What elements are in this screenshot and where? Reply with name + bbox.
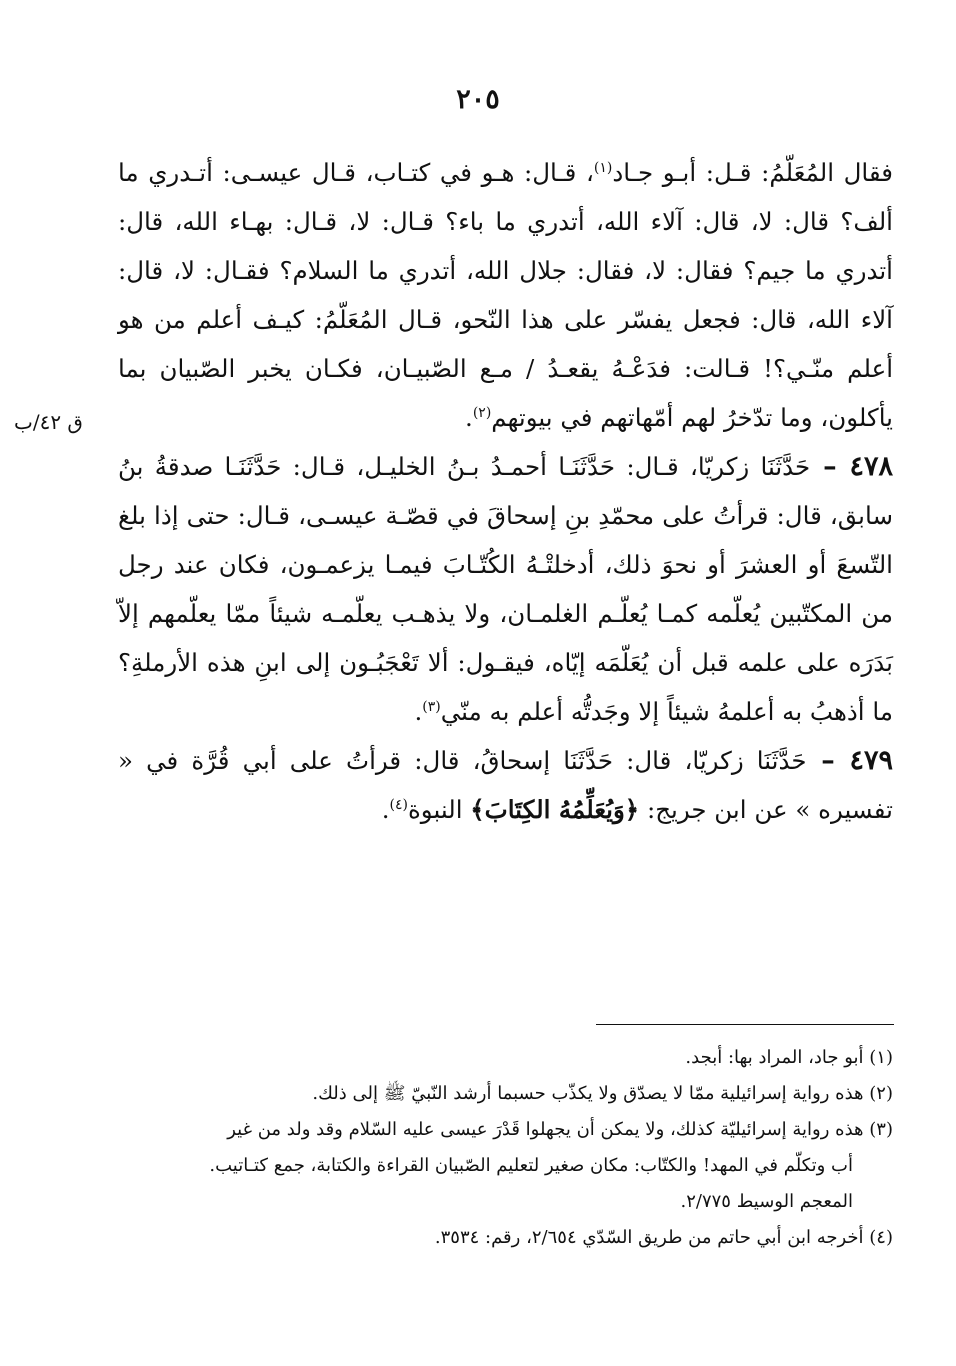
footnote-ref: (١)	[593, 159, 613, 176]
hadith-number: ٤٧٩	[849, 745, 893, 776]
hadith-479	[118, 736, 893, 834]
footnote-3: (٣) هذه رواية إسرائيليّة كذلك، ولا يمكن أن يجهلوا قَدْرَ عيسى عليه السّلام وقد ولد من غير	[227, 1119, 893, 1140]
paragraph-text: ، قـال: هـو في كتـاب، قـال عيسـى: أتـدري ما ألف؟ قال: لا، قال: آلاء الله، أتدري ما باء؟ قـال: لا، قـال: بهـاء الله، قال: أتدري ما جيم؟ فقال: لا، فقال: جلال الله، أتدري ما السلام؟ فقـال: لا، قال: آلاء الله، قال: فجعل يفسّر على هذا النّحو، قـال المُعَلّمُ: كيـف أعلم من هو أعلم منّـي؟! قـالت: فدَعْـهُ يقعـدُ / مـع الصّبيـان، فكـان يخبر الصّبيان بما يأكلون، وما تدّخرُ لهم أمّهاتهم في بيوتهم	[118, 158, 893, 432]
hadith-478	[118, 442, 893, 736]
paragraph-end: .	[381, 795, 390, 824]
hadith-text: النبوة	[407, 795, 471, 824]
page-number: ٢٠٥	[456, 84, 500, 115]
footnote-ref: (٢)	[472, 404, 492, 421]
footnote-separator	[596, 1024, 894, 1025]
hadith-number: ٤٧٨	[849, 451, 893, 482]
footnote-ref: (٤)	[389, 796, 408, 813]
paragraph-text: فقال المُعَلّمُ: قـل: أبـو جـاد	[612, 158, 893, 187]
footnote-3-continuation: المعجم الوسيط ٢/٧٧٥.	[680, 1191, 853, 1212]
main-text	[118, 148, 893, 834]
footnote-4: (٤) أخرجه ابن أبي حاتم من طريق السّدّي ٢/٦٥٤، رقم: ٣٥٣٤.	[434, 1227, 893, 1248]
footnote-2: (٢) هذه رواية إسرائيلية ممّا لا يصدّق ولا يكذّب حسبما أرشد النّبيّ ﷺ إلى ذلك.	[312, 1083, 893, 1104]
paragraph-continuation	[118, 148, 893, 442]
paragraph-end: .	[414, 697, 423, 726]
paragraph-end: .	[465, 403, 473, 432]
hadith-dash: –	[810, 451, 850, 482]
manuscript-folio-marker: ق ٤٢/ب	[14, 410, 83, 434]
quran-verse: ﴿وَيُعَلِّمُهُ الكِتَابَ﴾	[470, 795, 640, 824]
footnote-ref: (٣)	[422, 698, 441, 715]
hadith-text: حَدَّثَنَا زكريّا، قـال: حَدَّثَنَـا أحمـدُ بـنُ الخليـل، قـال: حَدَّثَنَـا صدقةُ بنُ سابق، قال: قرأتُ على محمّدِ بنِ إسحاقَ في قصّـة عيسـى، قـال: حتى إذا بلغ التّسعَ أو العشرَ أو نحوَ ذلك، أدخلتْـهُ الكُتّـابَ فيمـا يزعمـون، فكان عند رجل من المكتّبين يُعلّمه كمـا يُعلّـم الغلمـان، ولا يذهـب يعلّمـه شيئاً ممّا يعلّمهم إلاّ بَدَرَه على علمه قبل أن يُعَلّمَه إيّاه، فيقـول: ألا تَعْجَبُـون إلى ابنِ هذه الأرملةِ؟ ما أذهبُ به أعلمهُ شيئاً إلا وجَدتُّه أعلم به منّي	[118, 452, 893, 726]
hadith-text: حَدَّثَنَا زكريّا، قال: حَدَّثَنَا إسحاقُ، قال: قرأتُ على أبي قُرَّة في « تفسيره » عن ابن جريج:	[118, 746, 893, 824]
hadith-dash: –	[806, 745, 850, 776]
footnotes	[118, 1040, 893, 1256]
footnote-3-continuation: أب وتكلّم في المهد! والكتّاب: مكان صغير لتعليم الصّبيان القراءة والكتابة، جمع كتـاتيب.	[209, 1155, 853, 1176]
footnote-1: (١) أبو جاد، المراد بها: أبجد.	[685, 1047, 893, 1068]
